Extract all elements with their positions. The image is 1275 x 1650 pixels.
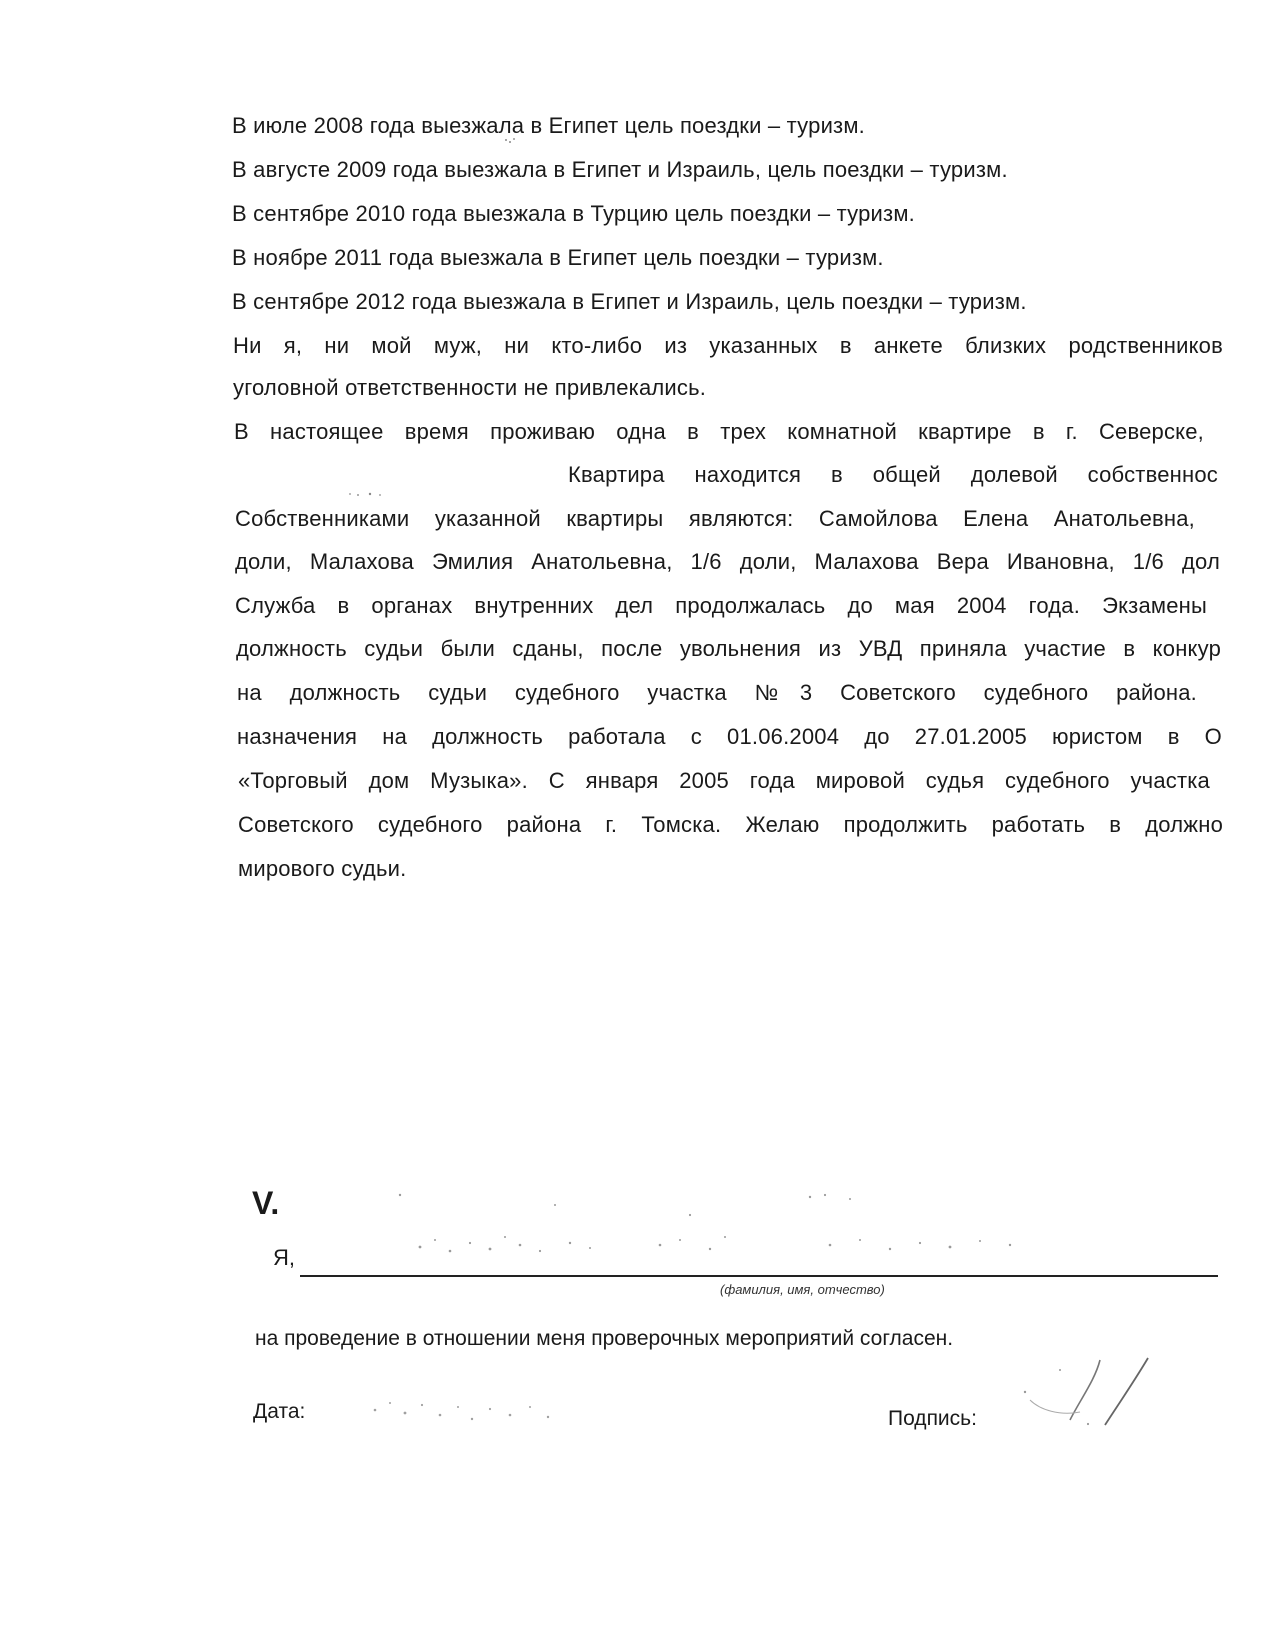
text-line-13: должность судьи были сданы, после увольнения из УВД приняла участие в конкур	[236, 636, 1221, 661]
redacted-name-smudge	[380, 1185, 1080, 1275]
text-line-5: В сентябре 2012 года выезжала в Египет и Израиль, цель поездки – туризм.	[232, 289, 1027, 314]
text-line-8: В настоящее время проживаю одна в трех комнатной квартире в г. Северске,	[234, 419, 1204, 444]
text-line-2: В августе 2009 года выезжала в Египет и Израиль, цель поездки – туризм.	[232, 157, 1008, 182]
redacted-date-smudge	[360, 1385, 590, 1435]
signature-label: Подпись:	[888, 1407, 977, 1430]
text-line-14: на должность судьи судебного участка №3 Советского судебного района.	[237, 680, 1197, 705]
text-line-6: Ни я, ни мой муж, ни кто-либо из указанных в анкете близких родственников	[233, 333, 1223, 358]
fio-caption: (фамилия, имя, отчество)	[720, 1282, 885, 1297]
text-line-1: В июле 2008 года выезжала в Египет цель поездки – туризм.	[232, 113, 865, 138]
signature-mark	[1000, 1350, 1160, 1440]
text-line-11: доли, Малахова Эмилия Анатольевна, 1/6 доли, Малахова Вера Ивановна, 1/6 дол	[235, 549, 1220, 574]
text-line-12: Служба в органах внутренних дел продолжалась до мая 2004 года. Экзамены	[235, 593, 1207, 618]
scan-noise-mark	[500, 118, 530, 148]
text-line-18: мирового судьи.	[238, 856, 407, 881]
section-marker: V.	[252, 1185, 280, 1221]
date-label: Дата:	[253, 1400, 306, 1423]
consent-text: на проведение в отношении меня проверочных мероприятий согласен.	[255, 1327, 954, 1350]
text-line-15: назначения на должность работала с 01.06.2004 до 27.01.2005 юристом в О	[237, 724, 1222, 749]
text-line-7: уголовной ответственности не привлекались.	[233, 375, 707, 400]
text-line-16: «Торговый дом Музыка». С января 2005 года мировой судья судебного участка	[238, 768, 1210, 793]
text-line-17: Советского судебного района г. Томска. Желаю продолжить работать в должно	[238, 812, 1223, 837]
text-line-9: Квартира находится в общей долевой собственнос	[568, 462, 1218, 487]
text-line-4: В ноябре 2011 года выезжала в Египет цель поездки – туризм.	[232, 245, 884, 270]
text-line-10: Собственниками указанной квартиры являются: Самойлова Елена Анатольевна,	[235, 506, 1195, 531]
fio-underline	[300, 1275, 1218, 1277]
text-line-3: В сентябре 2010 года выезжала в Турцию цель поездки – туризм.	[232, 201, 915, 226]
scan-noise-mark	[340, 484, 400, 504]
ya-label: Я,	[273, 1245, 295, 1270]
